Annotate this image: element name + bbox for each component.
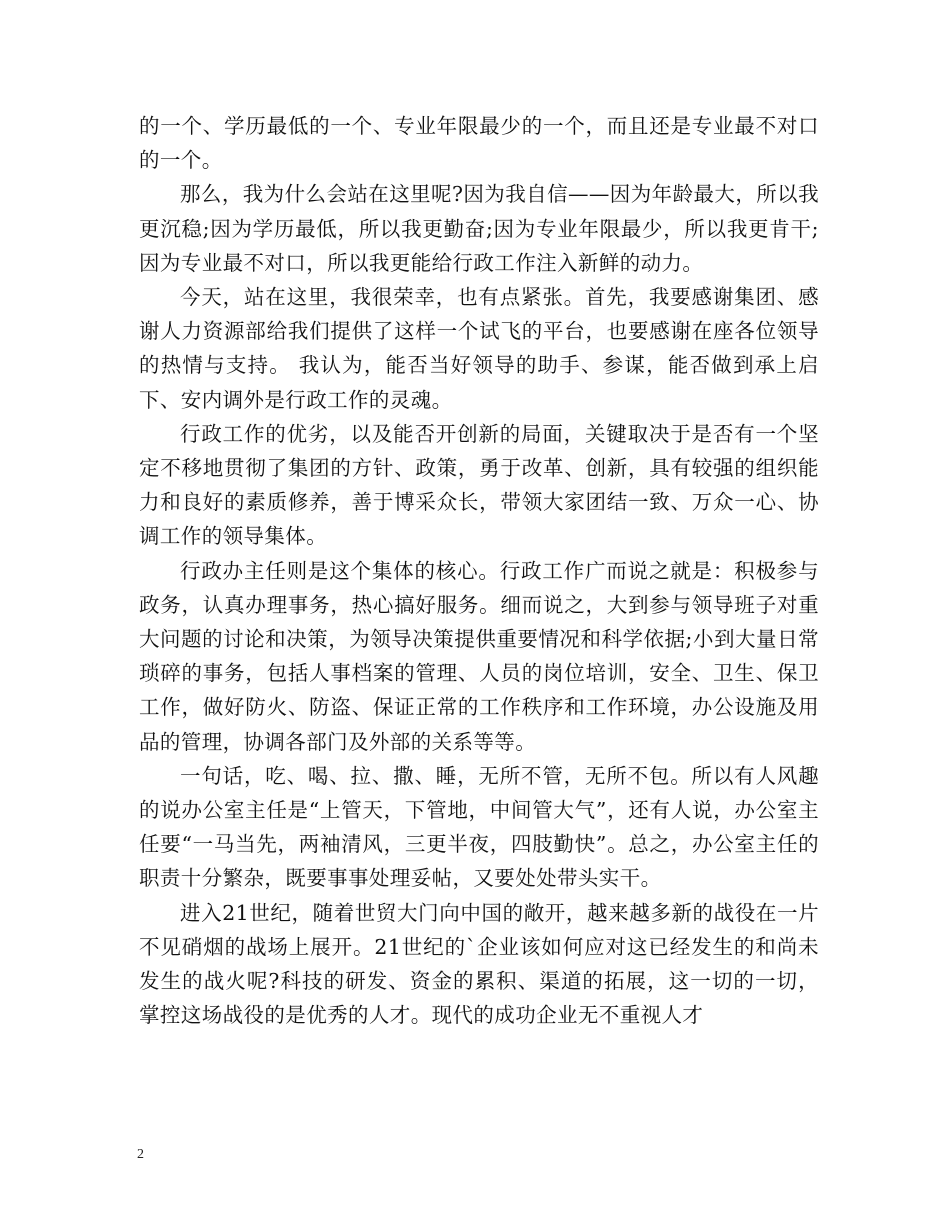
paragraph-6: 一句话，吃、喝、拉、撒、睡，无所不管，无所不包。所以有人风趣的说办公室主任是“上管天，下管地，中间管大气”，还有人说，办公室主任要“一马当先，两袖清风，三更半夜，四肢勤快”。总之，办公室主任的职责十分繁杂，既要事事处理妥帖，又要处处带头实干。 <box>139 763 819 891</box>
document-body <box>139 109 819 1032</box>
paragraph-4: 行政工作的优劣，以及能否开创新的局面，关键取决于是否有一个坚定不移地贯彻了集团的方针、政策，勇于改革、创新，具有较强的组织能力和良好的素质修养，善于博采众长，带领大家团结一致、万众一心、协调工作的领导集体。 <box>139 421 819 549</box>
paragraph-1: 的一个、学历最低的一个、专业年限最少的一个，而且还是专业最不对口的一个。 <box>139 114 819 173</box>
paragraph-5: 行政办主任则是这个集体的核心。行政工作广而说之就是：积极参与政务，认真办理事务，热心搞好服务。细而说之，大到参与领导班子对重大问题的讨论和决策，为领导决策提供重要情况和科学依据;小到大量日常琐碎的事务，包括人事档案的管理、人员的岗位培训，安全、卫生、保卫工作，做好防火、防盗、保证正常的工作秩序和工作环境，办公设施及用品的管理，协调各部门及外部的关系等等。 <box>139 558 819 754</box>
paragraph-3: 今天，站在这里，我很荣幸，也有点紧张。首先，我要感谢集团、感谢人力资源部给我们提供了这样一个试飞的平台，也要感谢在座各位领导的热情与支持。 我认为，能否当好领导的助手、参谋，能否做到承上启下、安内调外是行政工作的灵魂。 <box>139 285 819 412</box>
page-number: 2 <box>137 1147 144 1162</box>
paragraph-7: 进入21世纪，随着世贸大门向中国的敞开，越来越多新的战役在一片不见硝烟的战场上展开。21世纪的`企业该如何应对这已经发生的和尚未发生的战火呢?科技的研发、资金的累积、渠道的拓展，这一切的一切，掌控这场战役的是优秀的人才。现代的成功企业无不重视人才 <box>139 900 819 1028</box>
paragraph-2: 那么，我为什么会站在这里呢?因为我自信——因为年龄最大，所以我更沉稳;因为学历最低，所以我更勤奋;因为专业年限最少，所以我更肯干;因为专业最不对口，所以我更能给行政工作注入新鲜的动力。 <box>139 182 819 275</box>
